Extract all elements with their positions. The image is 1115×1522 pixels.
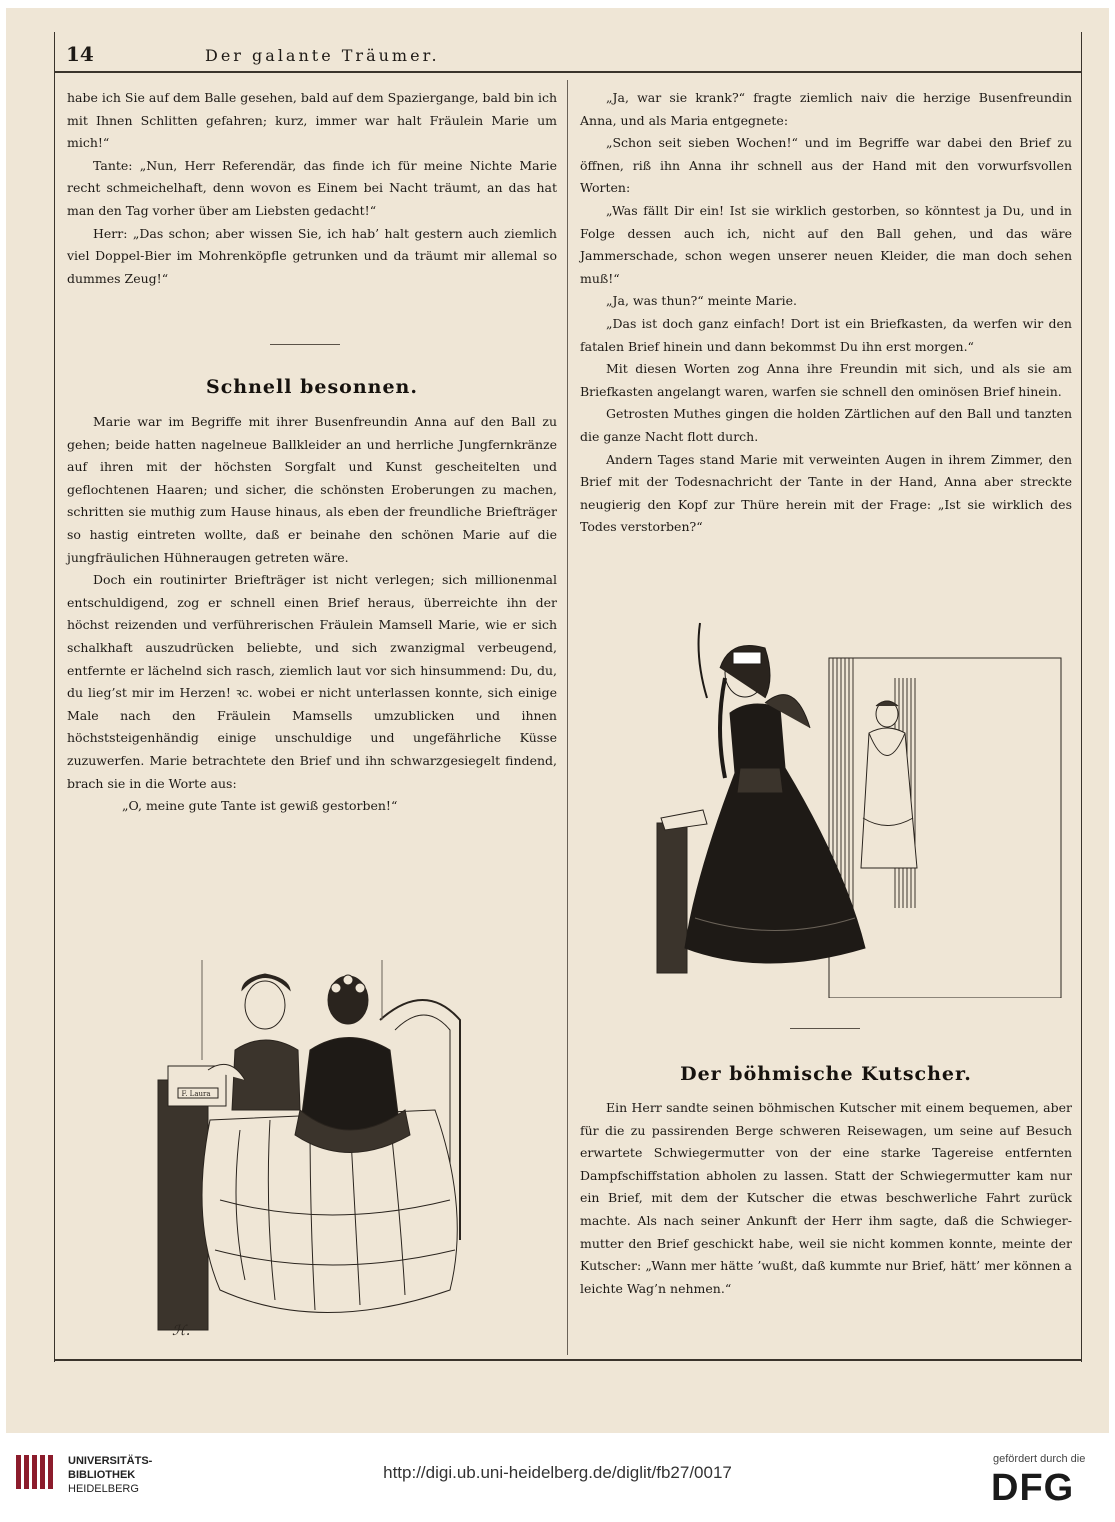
- section-divider: [790, 1028, 860, 1029]
- paragraph: „Das ist doch ganz einfach! Dort ist ein Briefkasten, da werfen wir den fatalen Brief hinein und dann bekommst Du ihn erst morgen.“: [580, 315, 1072, 354]
- column-divider: [567, 80, 568, 1355]
- artist-mark: ℋ.: [172, 1323, 191, 1339]
- engraving-ball-dresses: [150, 960, 475, 1348]
- header-rule: [54, 71, 1082, 73]
- footer-rule: [54, 1359, 1082, 1361]
- left-column-story: [67, 411, 557, 818]
- story-title: Der böhmische Kutscher.: [680, 1063, 972, 1085]
- paragraph: „Ja, war sie krank?“ fragte ziemlich naiv die herzige Busenfreundin Anna, und als Maria entgegnete:: [580, 90, 1072, 128]
- frame-left-rule: [54, 32, 55, 1362]
- library-name-line-1: UNIVERSITÄTS-: [68, 1455, 153, 1467]
- paragraph: Tante: „Nun, Herr Referendär, das finde ich für meine Nichte Marie recht schmeichelhaft, denn wovon es Einem bei Nacht träumt, an das hat man den Tag vorher über am Liebsten gedacht!“: [67, 157, 557, 218]
- right-column-story: [580, 1097, 1072, 1300]
- paragraph: habe ich Sie auf dem Balle gesehen, bald auf dem Spaziergange, bald bin ich mit Ihnen Schlitten gefahren; kurz, immer war halt Fräulein Marie um mich!“: [67, 90, 557, 151]
- paragraph: Doch ein routinirter Briefträger ist nicht verlegen; sich millionenmal entschuldigend, zog er schnell einen Brief heraus, überreichte ihn der höchst reizenden und verführerischen Fräulein Mamsell Marie, wie er sich schalkhaft auszudrücken beliebte, und sich zwanzigmal verbeugend, entfernte er lächelnd sich rasch, ziemlich laut vor sich hinsummend: Du, du, du lieg’st mir im Herzen! ꝛc. wobei er nicht unterlassen konnte, sich einige Male nach den Fräulein Mamsells umzublicken und ihnen höchststeigenhändig einige unschuldige und ungefährliche Küsse zuzuwerfen. Marie betrachtete den Brief und ihn schwarzgesiegelt findend, brach sie in die Worte aus:: [67, 572, 557, 791]
- footer: [0, 1433, 1115, 1522]
- paragraph: Getrosten Muthes gingen die holden Zärtlichen auf den Ball und tanzten die ganze Nacht flott durch.: [580, 406, 1072, 444]
- right-column-top: [580, 87, 1072, 539]
- section-divider: [270, 344, 340, 345]
- story-title: Schnell besonnen.: [206, 376, 418, 398]
- letter-label: F. Laura: [181, 1090, 211, 1098]
- page-number: 14: [66, 42, 94, 66]
- paragraph: „Ja, was thun?“ meinte Marie.: [606, 293, 797, 309]
- funding-text: gefördert durch die: [993, 1453, 1086, 1465]
- dfg-logo: DFG: [991, 1467, 1075, 1509]
- frame-right-rule: [1081, 32, 1082, 1362]
- paragraph: Mit diesen Worten zog Anna ihre Freundin mit sich, und als sie am Briefkasten angelangt waren, warfen sie schnell den ominösen Brief hinein.: [580, 361, 1072, 399]
- paragraph: Ein Herr sandte seinen böhmischen Kutscher mit einem bequemen, aber für die zu passirenden Berge schweren Reisewagen, um seine auf Besuch erwartete Schwiegermutter von der eine starke Tagereise entfernten Dampfschiffstation abholen zu lassen. Statt der Schwiegermutter kam nur ein Brief, mit dem der Kutscher die etwas beschwerliche Fahrt zurück machte. Als nach seiner Ankunft der Herr ihm sagte, daß die Schwiegermutter den Brief geschickt habe, weil sie nicht kommen konnte, meinte der Kutscher: „Wann mer hätte ’wußt, daß kummte nur Brief, hätt’ mer können a leichte Wag’n nehmen.“: [580, 1100, 1072, 1296]
- paragraph: Marie war im Begriffe mit ihrer Busenfreundin Anna auf den Ball zu gehen; beide hatten nagelneue Ballkleider an und herrliche Jungfernkränze auf ihren mit der höchsten Sorgfalt und Kunst gescheitelten und geflochtenen Haaren; und sicher, die schönsten Eroberungen zu machen, schritten sie muthig zum Hause hinaus, als eben der freundliche Briefträger so hastig eintreten wollte, daß er beinahe den schönen Marie auf die jungfräulichen Hühneraugen getreten wäre.: [67, 414, 557, 565]
- running-title: Der galante Träumer.: [205, 46, 440, 65]
- engraving-weeping-lady: [655, 618, 1067, 998]
- paragraph: Andern Tages stand Marie mit verweinten Augen in ihrem Zimmer, den Brief mit der Todesnachricht der Tante in der Hand, Anna aber streckte neugierig den Kopf zur Thüre herein mit der Frage: „Ist sie wirklich des Todes verstorben?“: [580, 451, 1072, 535]
- paragraph: Herr: „Das schon; aber wissen Sie, ich hab’ halt gestern auch ziemlich viel Doppel-Bier im Mohrenköpfle getrunken und da träumt mir allemal so dummes Zeug!“: [67, 225, 557, 286]
- left-column-top: [67, 87, 557, 290]
- library-name-line-2: BIBLIOTHEK: [68, 1469, 136, 1481]
- paragraph: „O, meine gute Tante ist gewiß gestorben!“: [122, 798, 398, 814]
- library-name-line-3: HEIDELBERG: [68, 1483, 139, 1495]
- paragraph: „Was fällt Dir ein! Ist sie wirklich gestorben, so könntest ja Du, und in Folge dessen auch ich, nicht auf den Ball gehen, und das wäre Jammerschade, schon wegen unserer neuen Kleider, die man doch sehen muß!“: [580, 202, 1072, 286]
- paragraph: „Schon seit sieben Wochen!“ und im Begriffe war dabei den Brief zu öffnen, riß ihn Anna ihr schnell aus der Hand mit den vorwurfsvollen Worten:: [580, 135, 1072, 196]
- source-url[interactable]: http://digi.ub.uni-heidelberg.de/diglit/fb27/0017: [383, 1463, 732, 1482]
